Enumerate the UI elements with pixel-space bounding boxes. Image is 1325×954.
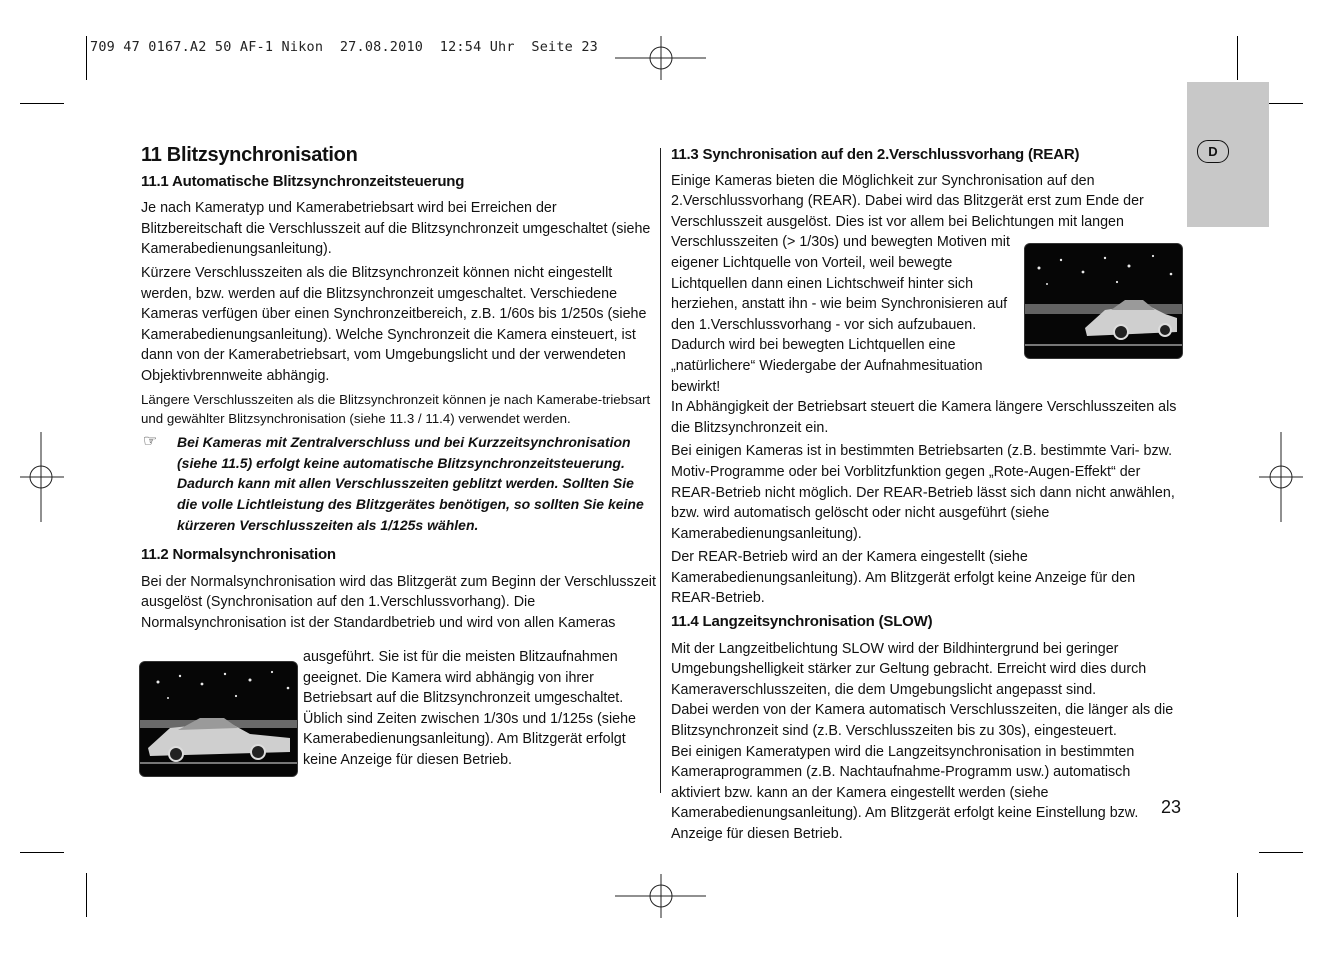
section-heading-11-2: 11.2 Normalsynchronisation xyxy=(141,546,336,564)
paragraph: Kürzere Verschlusszeiten als die Blitzsynchronzeit können nicht eingestellt werden, bzw. werden auf die Blitzsynchronzeit umgeschaltet. Verschiedene Kameras verfügen über einen Synchronzeitbereich, z.B. 1/60s bis 1/250s (siehe Kamerabedienungsanleitung). Welche Synchronzeit die Kamera einsteuert, ist dann von der Kamerabetriebsart, vom Umgebungslicht und der verwendeten Objektivbrennweite abhängig. xyxy=(141,264,647,384)
section-heading-11-4: 11.4 Langzeitsynchronisation (SLOW) xyxy=(671,613,933,631)
paragraph: Mit der Langzeitbelichtung SLOW wird der Bildhintergrund bei geringer Umgebungshelligkeit stärker zur Geltung gebracht. Erreicht wird dies durch Kameraverschlusszeiten, die dem Umgebungslicht angepasst sind. xyxy=(671,640,1147,698)
paragraph: Der REAR-Betrieb wird an der Kamera eingestellt (siehe Kamerabedienungsanleitung). Am Blitzgerät erfolgt keine Anzeige für den REAR-Betrieb. xyxy=(671,549,1136,607)
paragraph: Verschlusszeiten (> 1/30s) und bewegten Motiven mit eigener Lichtquelle von Vorteil, weil bewegte Lichtquellen dann einen Lichtschweif hinter sich herziehen, anstatt ihn - wie beim Synchronisieren auf den 1.Verschlussvorhang - vor sich aufzubauen. Dadurch wird bei bewegten Lichtquellen eine „natürlichere“ Wiedergabe der Aufnahmesituation bewirkt! xyxy=(671,234,1010,395)
print-slug: 709 47 0167.A2 50 AF-1 Nikon 27.08.2010 12:54 Uhr Seite 23 xyxy=(90,39,598,55)
left-photo-caption-text xyxy=(303,647,658,774)
note-block xyxy=(141,432,656,535)
language-badge: D xyxy=(1197,140,1229,163)
column-divider xyxy=(660,148,661,793)
chapter-title: 11 Blitzsynchronisation xyxy=(141,144,358,166)
paragraph: Dabei werden von der Kamera automatisch Verschlusszeiten, die länger als die Blitzsynchronzeit sind (z.B. Verschlusszeiten bis zu 30s), eingesteuert. xyxy=(671,702,1174,740)
note-text: Bei Kameras mit Zentralverschluss und bei Kurzzeitsynchronisation (siehe 11.5) erfolgt keine automatische Blitzsynchronzeitsteuerung. Dadurch kann mit allen Verschlusszeiten geblitzt werden. Sollten Sie die volle Lichtleistung des Blitzgerätes benötigen, so sollten Sie keine kürzeren Verschlusszeiten als 1/125s wählen. xyxy=(177,434,644,533)
paragraph: Bei einigen Kameras ist in bestimmten Betriebsarten (z.B. bestimmte Vari- bzw. Motiv-Programme oder bei Vorblitzfunktion gegen „Rote-Augen-Effekt“ der REAR-Betrieb nicht möglich. Der REAR-Betrieb lässt sich dann nicht anwählen, bzw. wird automatisch gelöscht oder nicht ausgeführt (siehe Kamerabedienungsanleitung). xyxy=(671,443,1175,542)
section-heading-11-1: 11.1 Automatische Blitzsynchronzeitsteuerung xyxy=(141,172,465,190)
night-traffic-photo-rear xyxy=(1024,243,1183,359)
page-number: 23 xyxy=(1161,797,1182,817)
night-traffic-photo xyxy=(139,661,298,777)
pointing-hand-icon: ☞ xyxy=(143,433,158,451)
paragraph: Längere Verschlusszeiten als die Blitzsynchronzeit können je nach Kamerabe-triebsart und gewählter Blitzsynchronisation (siehe 11.3 / 11.4) verwendet werden. xyxy=(141,391,651,427)
paragraph: Bei der Normalsynchronisation wird das Blitzgerät zum Beginn der Verschlusszeit ausgelöst (Synchronisation auf den 1.Verschlussvorhang). Die Normalsynchronisation ist der Standardbetrieb und wird von allen Kameras xyxy=(141,573,656,631)
paragraph: Je nach Kameratyp und Kamerabetriebsart wird bei Erreichen der Blitzbereitschaft die Verschlusszeit auf die Blitzsynchronzeit umgeschaltet (siehe Kamerabedienungsanleitung). xyxy=(141,200,651,258)
paragraph: ausgeführt. Sie ist für die meisten Blitzaufnahmen geeignet. Die Kamera wird abhängig von ihrer Betriebsart auf die Blitzsynchronzeit umgeschaltet. Üblich sind Zeiten zwischen 1/30s und 1/125s (siehe Kamerabedienungsanleitung). Am Blitzgerät erfolgt keine Anzeige für diesen Betrieb. xyxy=(303,649,636,768)
paragraph: In Abhängigkeit der Betriebsart steuert die Kamera längere Verschlusszeiten als die Blitzsynchronzeit ein. xyxy=(671,399,1177,436)
language-tab xyxy=(1187,82,1269,227)
paragraph: Bei einigen Kameratypen wird die Langzeitsynchronisation in bestimmten Kameraprogrammen (z.B. Nachtaufnahme-Programm usw.) automatisch aktiviert bzw. kann an der Kamera eingestellt werden (siehe Kamerabedienungsanleitung). Am Blitzgerät erfolgt keine Einstellung bzw. Anzeige für diesen Betrieb. xyxy=(671,743,1139,842)
section-heading-11-3: 11.3 Synchronisation auf den 2.Verschlussvorhang (REAR) xyxy=(671,146,1080,163)
paragraph: Einige Kameras bieten die Möglichkeit zur Synchronisation auf den 2.Verschlussvorhang (REAR). Dabei wird das Blitzgerät erst zum Ende der Verschlusszeit ausgelöst. Dies ist vor allem bei Belichtungen mit langen xyxy=(671,172,1144,230)
left-column xyxy=(141,145,656,633)
